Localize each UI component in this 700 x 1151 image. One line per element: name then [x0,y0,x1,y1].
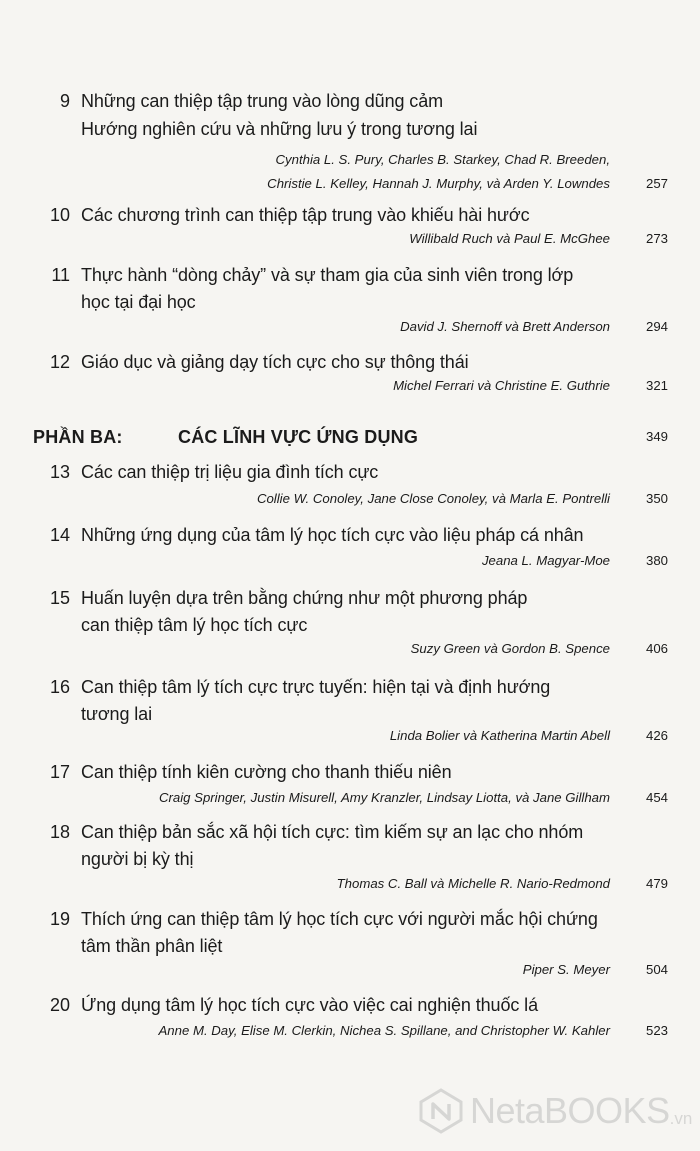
chapter-authors-line: Anne M. Day, Elise M. Clerkin, Nichea S. Spillane, and Christopher W. Kahler [158,1023,610,1038]
chapter-number: 11 [51,265,70,285]
chapter-page-number: 321 [645,378,668,393]
watermark-brand: NetaBOOKS [470,1090,670,1131]
chapter-title-line: Huấn luyện dựa trên bằng chứng như một phương pháp [81,588,528,608]
chapter-authors-line: David J. Shernoff và Brett Anderson [400,319,610,334]
chapter-number: 18 [49,822,70,842]
chapter-number: 16 [49,677,70,697]
chapter-title-line: tương lai [81,704,152,724]
chapter-title-line: Những can thiệp tập trung vào lòng dũng cảm [81,91,443,111]
chapter-page-number: 294 [645,319,668,334]
chapter-title-line: Những ứng dụng của tâm lý học tích cực vào liệu pháp cá nhân [81,525,584,545]
chapter-authors-line: Michel Ferrari và Christine E. Guthrie [393,378,610,393]
chapter-authors-line: Suzy Green và Gordon B. Spence [410,641,610,656]
chapter-number: 15 [49,588,70,608]
chapter-authors-line: Christie L. Kelley, Hannah J. Murphy, và Arden Y. Lowndes [267,176,610,191]
chapter-title-line: Can thiệp bản sắc xã hội tích cực: tìm kiếm sự an lạc cho nhóm [81,822,584,842]
chapter-number: 14 [49,525,70,545]
chapter-title-line: Ứng dụng tâm lý học tích cực vào việc cai nghiện thuốc lá [81,995,538,1015]
chapter-number: 17 [49,762,70,782]
chapter-title-line: Thích ứng can thiệp tâm lý học tích cực với người mắc hội chứng [81,909,598,929]
chapter-title-line: Các can thiệp trị liệu gia đình tích cực [81,462,379,482]
chapter-title-line: Các chương trình can thiệp tập trung vào khiếu hài hước [81,205,530,225]
chapter-page-number: 406 [645,641,668,656]
chapter-page-number: 454 [645,790,668,805]
part-label: PHẦN BA: [33,427,123,447]
watermark-suffix: .vn [669,1109,693,1128]
chapter-title-line: Giáo dục và giảng dạy tích cực cho sự thông thái [81,352,469,372]
chapter-page-number: 479 [645,876,668,891]
chapter-authors-line: Willibald Ruch và Paul E. McGhee [409,231,610,246]
chapter-number: 9 [59,91,70,111]
chapter-page-number: 257 [645,176,668,191]
netabooks-watermark [418,1083,692,1139]
part-title: CÁC LĨNH VỰC ỨNG DỤNG [178,427,419,447]
chapter-authors-line: Piper S. Meyer [522,962,610,977]
chapter-title-line: tâm thần phân liệt [81,936,223,956]
chapter-title-line: Can thiệp tính kiên cường cho thanh thiếu niên [81,762,452,782]
chapter-title-line: Thực hành “dòng chảy” và sự tham gia của sinh viên trong lớp [81,265,574,285]
chapter-title-line: người bị kỳ thị [81,849,194,869]
part-page-number: 349 [645,429,668,444]
chapter-authors-line: Craig Springer, Justin Misurell, Amy Kranzler, Lindsay Liotta, và Jane Gillham [158,790,610,805]
chapter-title-line: học tại đại học [81,292,196,312]
chapter-title-line: Hướng nghiên cứu và những lưu ý trong tương lai [81,119,478,139]
chapter-authors-line: Cynthia L. S. Pury, Charles B. Starkey, Chad R. Breeden, [275,152,610,167]
chapter-page-number: 504 [645,962,668,977]
chapter-authors-line: Collie W. Conoley, Jane Close Conoley, và Marla E. Pontrelli [256,491,610,506]
chapter-title-line: Can thiệp tâm lý tích cực trực tuyến: hiện tại và định hướng [81,677,551,697]
chapter-number: 13 [49,462,70,482]
chapter-title-line: can thiệp tâm lý học tích cực [81,615,308,635]
chapter-authors-line: Jeana L. Magyar-Moe [481,553,610,568]
chapter-page-number: 380 [645,553,668,568]
chapter-authors-line: Linda Bolier và Katherina Martin Abell [389,728,610,743]
chapter-page-number: 350 [645,491,668,506]
chapter-page-number: 523 [645,1023,668,1038]
chapter-number: 12 [49,352,70,372]
chapter-number: 20 [49,995,70,1015]
chapter-number: 19 [49,909,70,929]
chapter-page-number: 426 [645,728,668,743]
netabooks-logo-icon [418,1088,464,1134]
chapter-number: 10 [49,205,70,225]
chapter-authors-line: Thomas C. Ball và Michelle R. Nario-Redmond [336,876,610,891]
chapter-page-number: 273 [645,231,668,246]
